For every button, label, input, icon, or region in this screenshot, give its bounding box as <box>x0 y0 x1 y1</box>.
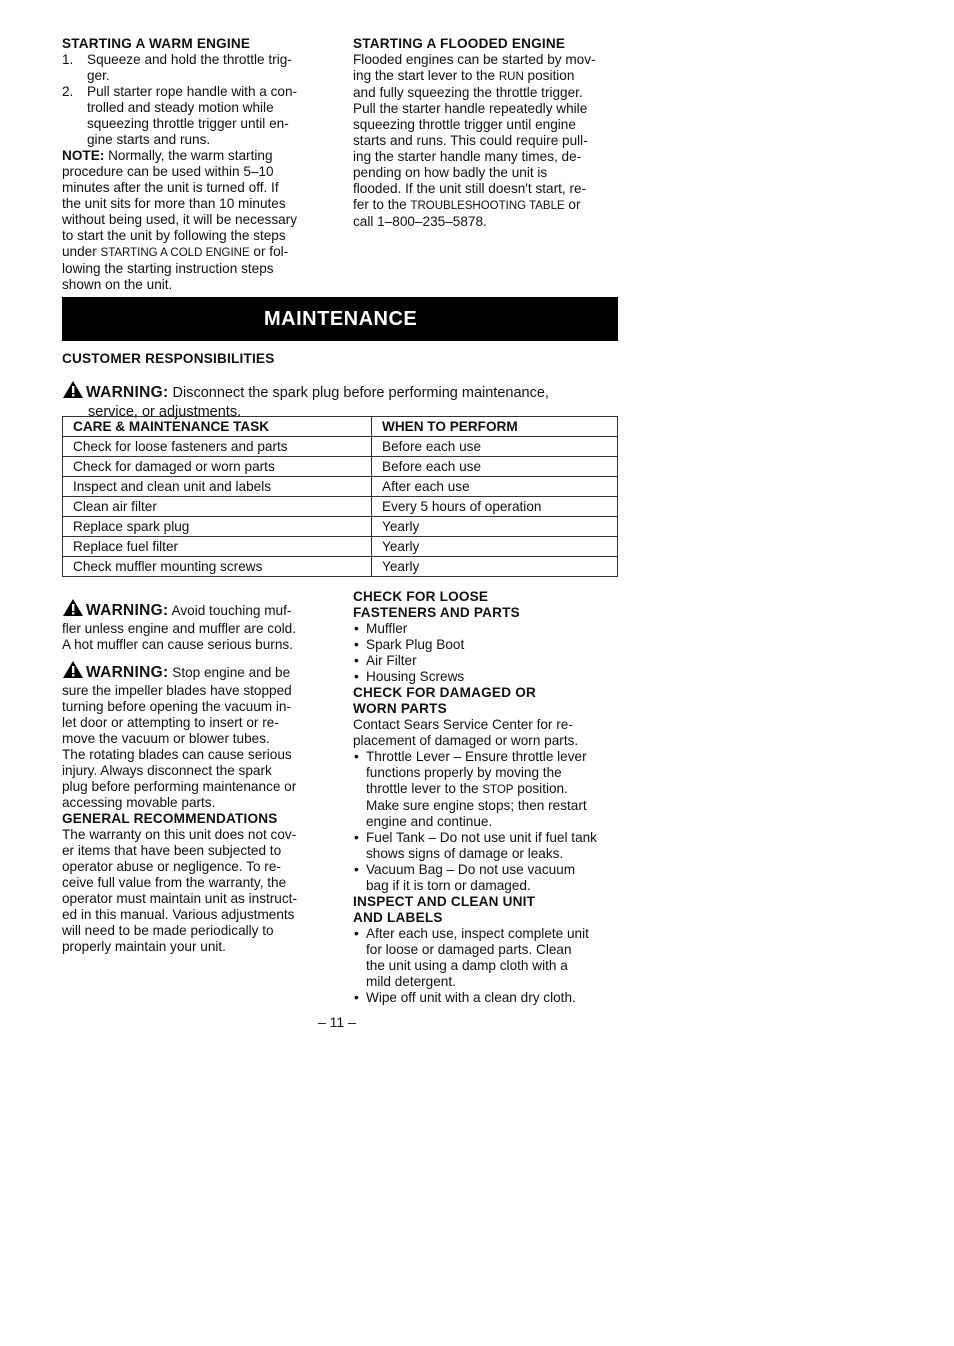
list-line: • Fuel Tank – Do not use unit if fuel tank <box>366 830 597 845</box>
list-item <box>353 830 628 862</box>
inspect-clean-list <box>353 926 628 1006</box>
flooded-line: or <box>564 197 581 212</box>
damaged-intro-line: placement of damaged or worn parts. <box>353 733 579 748</box>
maintenance-warning <box>62 380 642 421</box>
stop-position-label: STOP <box>482 784 514 796</box>
warm-engine-steps <box>62 52 337 148</box>
note-label: NOTE: <box>62 148 105 163</box>
phone-line: call 1–800–235–5878. <box>353 214 487 229</box>
task-cell: Check muffler mounting screws <box>63 557 372 577</box>
note-line: to start the unit by following the steps <box>62 228 286 243</box>
table-row <box>63 497 618 517</box>
recommendation-line: operator must maintain unit as instruct- <box>62 891 297 906</box>
table-row <box>63 537 618 557</box>
muffler-warning <box>62 598 337 653</box>
step-line: Pull starter rope handle with a con- <box>87 84 298 99</box>
warning-label: WARNING: <box>86 602 169 619</box>
task-cell: Check for damaged or worn parts <box>63 457 372 477</box>
troubleshooting-reference: TROUBLESHOOTING TABLE <box>410 200 565 212</box>
flooded-line: position <box>523 68 575 83</box>
step-line: Squeeze and hold the throttle trig- <box>87 52 292 67</box>
list-line: Make sure engine stops; then restart <box>366 798 587 813</box>
warning-text: turning before opening the vacuum in- <box>62 699 291 714</box>
step-number: 1. <box>62 52 74 67</box>
table-row <box>63 557 618 577</box>
flooded-line: flooded. If the unit still doesn't start, re- <box>353 181 587 196</box>
when-column-header: WHEN TO PERFORM <box>372 417 618 437</box>
recommendation-line: will need to be made periodically to <box>62 923 274 938</box>
flooded-line: fer to the <box>353 197 411 212</box>
when-cell: Every 5 hours of operation <box>372 497 618 517</box>
note-paragraph <box>62 148 337 293</box>
warm-engine-section <box>62 36 337 293</box>
warning-text: injury. Always disconnect the spark <box>62 763 272 778</box>
loose-fasteners-heading: CHECK FOR LOOSE <box>353 589 489 604</box>
list-item: • Spark Plug Boot <box>353 637 628 653</box>
step-line: gine starts and runs. <box>87 132 211 147</box>
flooded-engine-section <box>353 36 628 230</box>
general-recommendations-heading: GENERAL RECOMMENDATIONS <box>62 811 278 826</box>
task-cell: Replace fuel filter <box>63 537 372 557</box>
table-row <box>63 517 618 537</box>
flooded-line: ing the start lever to the <box>353 68 499 83</box>
damaged-parts-heading: CHECK FOR DAMAGED OR <box>353 685 536 700</box>
step-line: trolled and steady motion while <box>87 100 274 115</box>
when-cell: Before each use <box>372 457 618 477</box>
step-line: ger. <box>87 68 110 83</box>
note-line: Normally, the warm starting <box>104 148 273 163</box>
task-cell: Check for loose fasteners and parts <box>63 437 372 457</box>
step-item <box>62 84 337 148</box>
warning-text: Disconnect the spark plug before performing maintenance, <box>168 385 549 401</box>
table-row <box>63 437 618 457</box>
note-line: lowing the starting instruction steps <box>62 261 274 276</box>
list-item: • Wipe off unit with a clean dry cloth. <box>353 990 628 1006</box>
list-item <box>353 862 628 894</box>
flooded-engine-heading: STARTING A FLOODED ENGINE <box>353 36 566 51</box>
damaged-parts-heading: WORN PARTS <box>353 701 447 716</box>
customer-heading: CUSTOMER RESPONSIBILITIES <box>62 351 275 366</box>
warning-icon <box>62 598 84 621</box>
list-line: bag if it is torn or damaged. <box>366 878 531 893</box>
note-line: shown on the unit. <box>62 277 173 292</box>
flooded-line: Flooded engines can be started by mov- <box>353 52 596 67</box>
list-item: • Housing Screws <box>353 669 628 685</box>
note-line: under <box>62 244 101 259</box>
maintenance-banner: MAINTENANCE <box>62 297 618 341</box>
customer-responsibilities <box>62 351 622 367</box>
note-line: procedure can be used within 5–10 <box>62 164 274 179</box>
flooded-line: ing the starter handle many times, de- <box>353 149 582 164</box>
cold-engine-reference: STARTING A COLD ENGINE <box>100 247 250 259</box>
step-line: squeezing throttle trigger until en- <box>87 116 289 131</box>
warning-label: WARNING: <box>86 664 169 681</box>
note-line: or fol- <box>249 244 289 259</box>
table-row <box>63 457 618 477</box>
warning-text: let door or attempting to insert or re- <box>62 715 279 730</box>
when-cell: Yearly <box>372 557 618 577</box>
list-item <box>353 749 628 830</box>
task-cell: Replace spark plug <box>63 517 372 537</box>
when-cell: Before each use <box>372 437 618 457</box>
warning-icon <box>62 660 84 683</box>
flooded-line: pending on how badly the unit is <box>353 165 548 180</box>
inspect-clean-heading: INSPECT AND CLEAN UNIT <box>353 894 536 909</box>
warning-text: plug before performing maintenance or <box>62 779 297 794</box>
warning-text: accessing movable parts. <box>62 795 216 810</box>
flooded-line: and fully squeezing the throttle trigger. <box>353 85 583 100</box>
list-line: • After each use, inspect complete unit <box>366 926 589 941</box>
task-column-header: CARE & MAINTENANCE TASK <box>63 417 372 437</box>
run-position-label: RUN <box>498 71 524 83</box>
recommendation-line: ceive full value from the warranty, the <box>62 875 287 890</box>
when-cell: Yearly <box>372 517 618 537</box>
recommendation-line: er items that have been subjected to <box>62 843 282 858</box>
table-header-row <box>63 417 618 437</box>
list-line: position. <box>513 781 568 796</box>
warning-text: fler unless engine and muffler are cold. <box>62 621 297 636</box>
maintenance-table <box>62 416 618 577</box>
loose-fasteners-heading: FASTENERS AND PARTS <box>353 605 520 620</box>
list-line: functions properly by moving the <box>366 765 562 780</box>
warning-text: move the vacuum or blower tubes. <box>62 731 270 746</box>
list-line: • Vacuum Bag – Do not use vacuum <box>366 862 576 877</box>
recommendation-line: properly maintain your unit. <box>62 939 226 954</box>
recommendation-line: ed in this manual. Various adjustments <box>62 907 295 922</box>
warm-engine-heading: STARTING A WARM ENGINE <box>62 36 251 51</box>
list-line: for loose or damaged parts. Clean <box>366 942 572 957</box>
recommendation-line: operator abuse or negligence. To re- <box>62 859 281 874</box>
list-item <box>353 926 628 990</box>
table-row <box>63 477 618 497</box>
task-cell: Inspect and clean unit and labels <box>63 477 372 497</box>
list-item: • Muffler <box>353 621 628 637</box>
damaged-parts-list <box>353 749 628 894</box>
loose-fasteners-list <box>353 621 628 685</box>
list-line: engine and continue. <box>366 814 493 829</box>
flooded-line: starts and runs. This could require pull- <box>353 133 588 148</box>
when-cell: Yearly <box>372 537 618 557</box>
warning-text: service, or adjustments. <box>88 404 242 420</box>
checks-section <box>353 589 628 1006</box>
step-item <box>62 52 337 84</box>
warning-label: WARNING: <box>86 384 169 401</box>
warning-icon <box>62 380 84 404</box>
when-cell: After each use <box>372 477 618 497</box>
warning-text: The rotating blades can cause serious <box>62 747 292 762</box>
note-line: without being used, it will be necessary <box>62 212 297 227</box>
list-line: throttle lever to the <box>366 781 483 796</box>
list-item: • Air Filter <box>353 653 628 669</box>
page-number: – 11 – <box>318 1014 356 1030</box>
note-line: the unit sits for more than 10 minutes <box>62 196 286 211</box>
flooded-line: squeezing throttle trigger until engine <box>353 117 576 132</box>
step-number: 2. <box>62 84 74 99</box>
task-cell: Clean air filter <box>63 497 372 517</box>
list-line: shows signs of damage or leaks. <box>366 846 564 861</box>
recommendation-line: The warranty on this unit does not cov- <box>62 827 297 842</box>
note-line: minutes after the unit is turned off. If <box>62 180 279 195</box>
warning-text: A hot muffler can cause serious burns. <box>62 637 293 652</box>
flooded-line: Pull the starter handle repeatedly while <box>353 101 588 116</box>
impeller-warning <box>62 660 337 955</box>
list-line: the unit using a damp cloth with a <box>366 958 568 973</box>
inspect-clean-heading: AND LABELS <box>353 910 443 925</box>
list-line: • Throttle Lever – Ensure throttle lever <box>366 749 587 764</box>
list-line: mild detergent. <box>366 974 456 989</box>
damaged-intro-line: Contact Sears Service Center for re- <box>353 717 573 732</box>
warning-text: Avoid touching muf- <box>168 603 292 618</box>
warning-text: sure the impeller blades have stopped <box>62 683 292 698</box>
warning-text: Stop engine and be <box>168 665 291 680</box>
